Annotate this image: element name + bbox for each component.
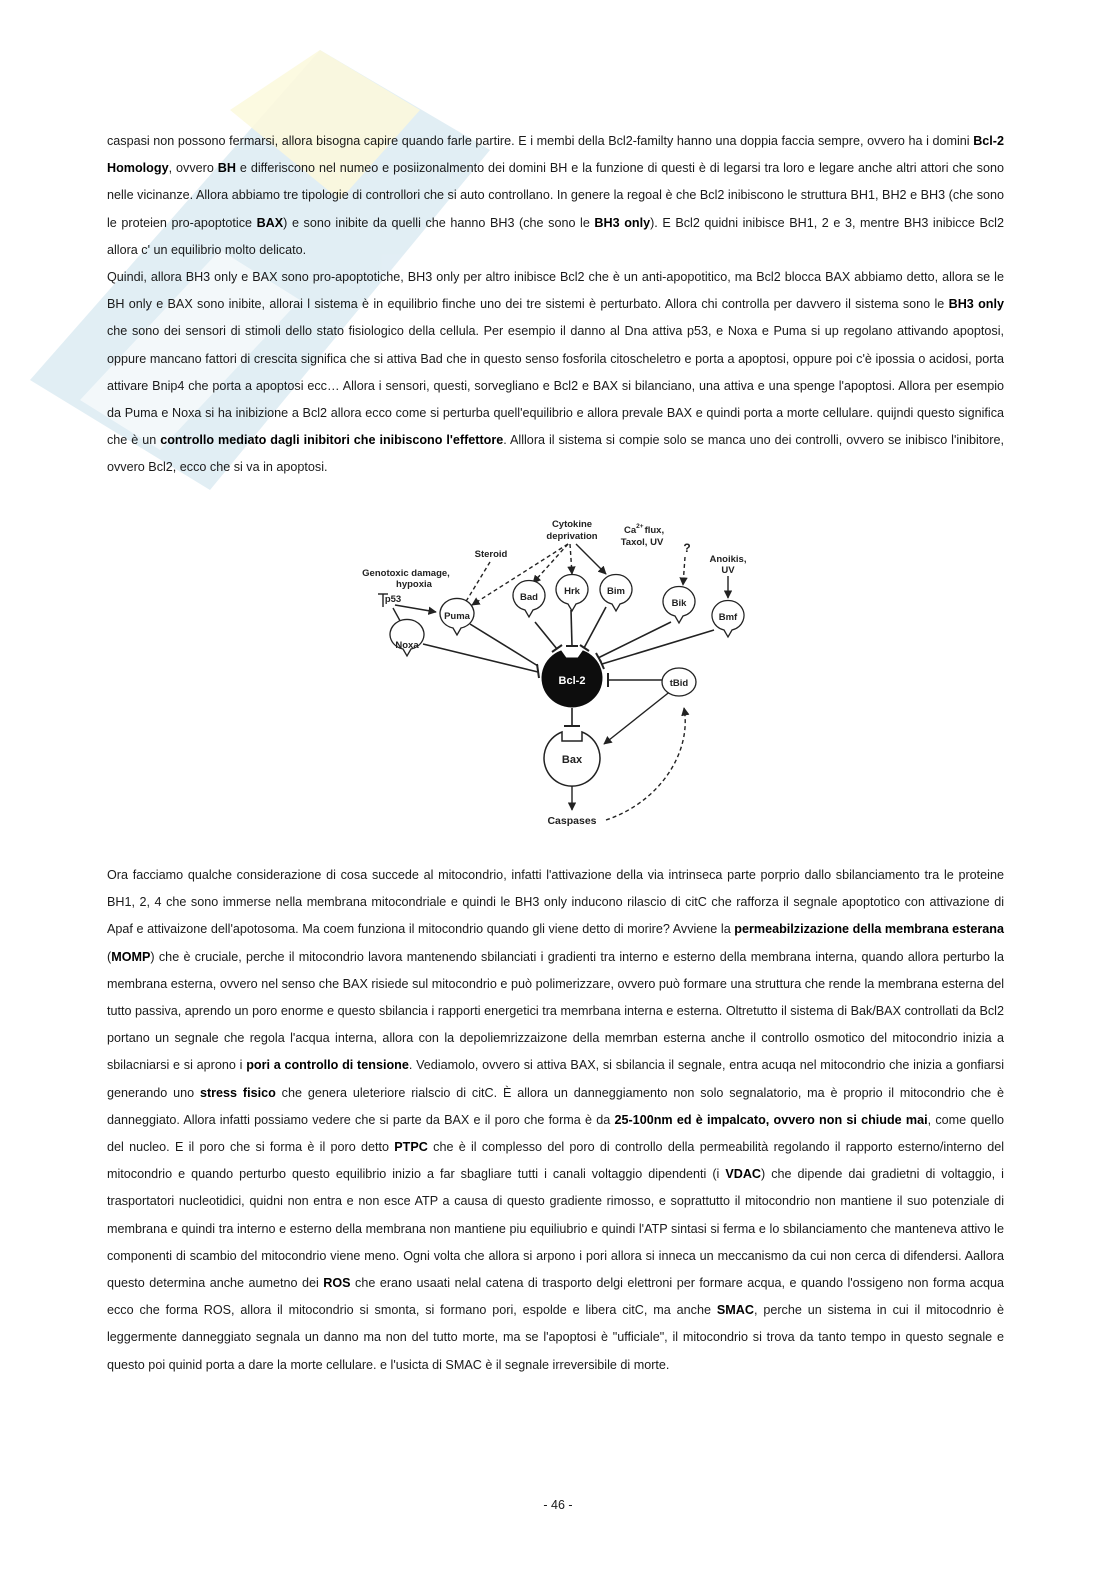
bim-label: Bim	[607, 586, 625, 597]
bold-term: BH3 only	[594, 215, 651, 230]
label-anoikis: Anoikis,	[709, 554, 747, 565]
bold-term: 25-100nm ed è impalcato, ovvero non si chiude mai	[614, 1112, 928, 1127]
label-genotoxic: Genotoxic damage,	[362, 568, 450, 579]
bmf-label: Bmf	[718, 612, 738, 623]
puma-label: Puma	[444, 611, 470, 622]
bad-label: Bad	[520, 592, 538, 603]
caspases-label: Caspases	[547, 815, 597, 827]
bcl2-label: Bcl-2	[558, 675, 586, 687]
bcl2-network-diagram	[340, 512, 760, 832]
bik-label: Bik	[671, 598, 687, 609]
noxa-label: Noxa	[395, 640, 419, 651]
hrk-label: Hrk	[564, 586, 580, 597]
label-cytokine: Cytokine	[551, 519, 593, 530]
bold-term: VDAC	[725, 1167, 762, 1182]
label-steroid: Steroid	[474, 549, 508, 560]
bold-term: PTPC	[394, 1140, 428, 1155]
bold-term: MOMP	[111, 949, 151, 964]
paragraph-bh3-only-sensors: Quindi, allora BH3 only e BAX sono pro-apoptotiche, BH3 only per altro inibisce Bcl2 che è un anti-apopotitico, ma Bcl2 blocca BAX abbiamo detto, allora se le BH only e BAX sono inibite, allorai l sistema è in equilibrio finche uno dei tre sistemi è perturbato. Allora chi controlla per davvero il sistema sono le BH3 only che sono dei sensori di stimoli dello stato fisiologico della cellula. Per esempio il danno al Dna attiva p53, e Noxa e Puma si up regolano attivando apoptosi, oppure mancano fattori di crescita significa che si attiva Bad che in questo senso fosforila citoscheletro e porta a apoptosi, oppure poi c'è ipossia o acidosi, porta attivare Bnip4 che porta a apoptosi ecc… Allora i sensori, questi, sorvegliano e Bcl2 e BAX si bilanciano, una attiva e una spenge l'apoptosi. Allora per esempio da Puma e Noxa si ha inibizione a Bcl2 allora ecco come si perturba quell'equilibrio e allora prevale BAX e quindi porta a morte cellulare. quijndi questo significa che è un controllo mediato dagli inibitori che inibiscono l'effettore. Alllora il sistema si compie solo se manca uno dei controlli, ovvero se inibisco l'inibitore, ovvero Bcl2, ecco che si va in apoptosi.	[107, 270, 1004, 475]
bold-term: stress fisico	[199, 1085, 276, 1100]
page-number: - 46 -	[543, 1498, 573, 1512]
label-hypoxia-text: hypoxia	[396, 579, 432, 590]
bold-term: BH3 only	[948, 297, 1004, 312]
bold-term: BAX	[256, 215, 284, 230]
label-ca-flux: $Ca^{2+}flux$,	[624, 523, 665, 536]
label-p53: p53	[384, 594, 402, 605]
bold-term: controllo mediato dagli inibitori che inibiscono l'effettore	[160, 433, 504, 448]
bax-label: Bax	[561, 754, 583, 766]
bold-term: Bcl-2 Homology	[107, 134, 1004, 176]
bold-term: pori a controllo di tensione	[246, 1058, 409, 1073]
bold-term: permeabilzizazione della membrana esterana	[734, 922, 1004, 937]
bold-term: ROS	[323, 1276, 351, 1291]
label-deprivation: deprivation	[546, 531, 598, 542]
tbid-label: tBid	[669, 678, 689, 689]
label-unknown: ?	[683, 541, 691, 555]
paragraph-mitochondria: Ora facciamo qualche considerazione di cosa succede al mitocondrio, infatti l'attivazione della via intrinseca parte porprio dallo sbilanciamento tra le proteine BH1, 2, 4 che sono immerse nella membrana mitocondriale e quindi le BH3 only inducono rilascio di citC che rafforza il segnale apoptotico con attivazione di Apaf e attivaizone dell'apotosoma. Ma coem funziona il mitocondrio quando gli viene detto di morire? Avviene la permeabilzizazione della membrana esterana (MOMP) che è cruciale, perche il mitocondrio lavora mantenendo sbilanciati i gradienti tra interno e esterno della membrana interna, quando allora perturbo la membrana esterna, ovvero nel senso che BAX risiede sul mitocondrio e può polimerizzare, ovvero può formare una struttura che rende la membrana esterna del tutto passiva, aprendo un poro enorme e questo sbilancia i rapporti energetici tra memrbana interna e esterna. Oltretutto il sistema di Bak/BAX controllati da Bcl2 portano un segnale che regola l'acqua interna, allora con la depoliemrizzaizone della memrban esterna anche il controllo osmotico del mitocondrio inizia a sbilacniarsi e si aprono i pori a controllo di tensione. Vediamolo, ovvero si attiva BAX, si sbilancia il segnale, entra acuqa nel mitocondrio che inizia a gonfiarsi generando uno stress fisico che genera uleteriore rialscio di citC. È allora un danneggiamento non solo segnalatorio, ma è proprio il mitocondrio che è danneggiato. Allora infatti possiamo vedere che si parte da BAX e il poro che forma è da 25-100nm ed è impalcato, ovvero non si chiude mai, come quello del nucleo. E il poro che si forma è il poro detto PTPC che è il complesso del poro di controllo della permeabilità regolando il rapporto esterno/interno del mitocondrio e quando perturbo questo equilibrio inizio a far sbagliare tutti i canali voltaggio dipendenti (i VDAC) che dipende dai gradietni di voltaggio, i trasportatori nucleotidici, quidni non entra e non esce ATP a causa di questo gradiente rimosso, e soprattutto il mitocondrio non mantiene il suo potenziale di membrana e quindi tra interno e esterno della membrana non mantiene piu equiliubrio e quindi l'ATP sintasi si ferma e lo sbilanciamento che manteneva attivo le componenti di scambio del mitocondrio viene meno. Ogni volta che allora si arpono i pori allora si inneca un meccanismo da cui non cerca di difendersi. Aallora questo determina anche aumetno dei ROS che erano usaati nelal catena di trasporto delgi elettroni per formare acqua, e quando l'ossigeno non forma acqua ecco che forma ROS, allora il mitocondrio si smonta, si formano pori, espolde e libera citC, ma anche SMAC, perche un sistema in cui il mitocodnrio è leggermente danneggiato segnala un danno ma non del tutto morte, ma se l'apoptosi è "ufficiale", il mitocondrio si trova da tanto tempo in questo segnale e questo poi quinid porta a dare la morte cellulare. e l'usicta di SMAC è il segnale irreversibile di morte.	[107, 868, 1005, 1372]
paragraph-bcl2-family: caspasi non possono fermarsi, allora bisogna capire quando farle partire. E i membi della Bcl2-familty hanno una doppia faccia sempre, ovvero ha i domini Bcl-2 Homology, ovvero BH e differiscono nel numeo e posiizonalmento dei domini BH e la funzione di questi è di legarsi tra loro e legare anche altri attori che sono nelle vicinanze. Allora abbiamo tre tipologie di controllori che si auto controllano. In genere la regoal è che Bcl2 inibiscono le struttura BH1, BH2 e BH3 (che sono le proteien pro-apoptotice BAX) e sono inibite da quelli che hanno BH3 (che sono le BH3 only). E Bcl2 quidni inibisce BH1, 2 e 3, mentre BH3 inibicce Bcl2 allora c' un equilibrio molto delicato.	[107, 134, 1004, 257]
bold-term: SMAC	[716, 1303, 754, 1318]
label-anoikis-uv: UV	[721, 565, 735, 576]
label-taxol-uv: Taxol, UV	[620, 537, 664, 548]
bold-term: BH	[217, 161, 236, 176]
